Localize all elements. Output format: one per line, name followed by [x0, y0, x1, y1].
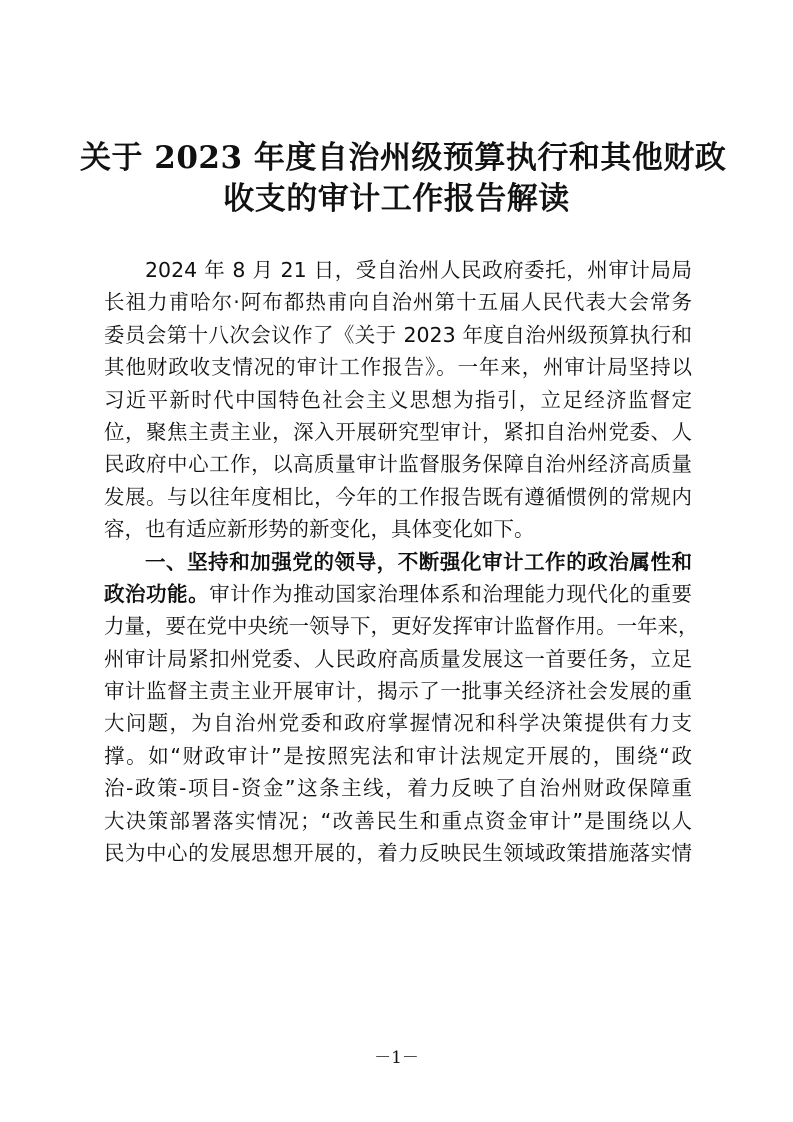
- paragraph-1-line: 民政府中心工作，以高质量审计监督服务保障自治州经济高质量: [104, 452, 692, 477]
- title-line-1: 关于 2023 年度自治州级预算执行和其他财政: [80, 140, 727, 176]
- paragraph-1-line: 其他财政收支情况的审计工作报告》。一年来，州审计局坚持以: [104, 355, 692, 380]
- paragraph-2-text: 审计作为推动国家治理体系和治理能力现代化的重要: [209, 581, 692, 606]
- paragraph-2-line: 治-政策-项目-资金”这条主线，着力反映了自治州财政保障重: [104, 776, 692, 801]
- section-heading-bold-text: 政治功能。: [104, 581, 210, 606]
- paragraph-1-line: 容，也有适应新形势的新变化，具体变化如下。: [104, 517, 535, 542]
- paragraph-2-line: 审计监督主责主业开展审计，揭示了一批事关经济社会发展的重: [104, 679, 692, 704]
- paragraph-2-line: 大决策部署落实情况；“改善民生和重点资金审计”是围绕以人: [104, 808, 692, 833]
- paragraph-2-line: 民为中心的发展思想开展的，着力反映民生领域政策措施落实情: [104, 841, 692, 866]
- title-line-2: 收支的审计工作报告解读: [223, 181, 570, 217]
- paragraph-1-line: 发展。与以往年度相比，今年的工作报告既有遵循惯例的常规内: [104, 484, 692, 509]
- document-title: [80, 138, 727, 220]
- paragraph-2-line: 力量，要在党中央统一领导下，更好发挥审计监督作用。一年来，: [104, 614, 699, 639]
- section-heading-line-1: 一、坚持和加强党的领导，不断强化审计工作的政治属性和: [145, 549, 692, 574]
- paragraph-1-line: 习近平新时代中国特色社会主义思想为指引，立足经济监督定: [104, 387, 692, 412]
- document-body: [104, 254, 699, 869]
- paragraph-2-line: 州审计局紧扣州党委、人民政府高质量发展这一首要任务，立足: [104, 646, 692, 671]
- section-heading-line-2: [104, 578, 692, 610]
- paragraph-1-line: 委员会第十八次会议作了《关于 2023 年度自治州级预算执行和: [104, 322, 692, 347]
- paragraph-1-line: 2024 年 8 月 21 日，受自治州人民政府委托，州审计局局: [145, 258, 692, 282]
- paragraph-1-line: 位，聚焦主责主业，深入开展研究型审计，紧扣自治州党委、人: [104, 419, 692, 444]
- paragraph-2-line: 大问题，为自治州党委和政府掌握情况和科学决策提供有力支: [104, 711, 692, 736]
- page-number: －1－: [374, 1048, 419, 1068]
- paragraph-2-line: 撑。如“财政审计”是按照宪法和审计法规定开展的，围绕“政: [104, 743, 692, 768]
- paragraph-1-line: 长祖力甫哈尔·阿布都热甫向自治州第十五届人民代表大会常务: [104, 290, 692, 315]
